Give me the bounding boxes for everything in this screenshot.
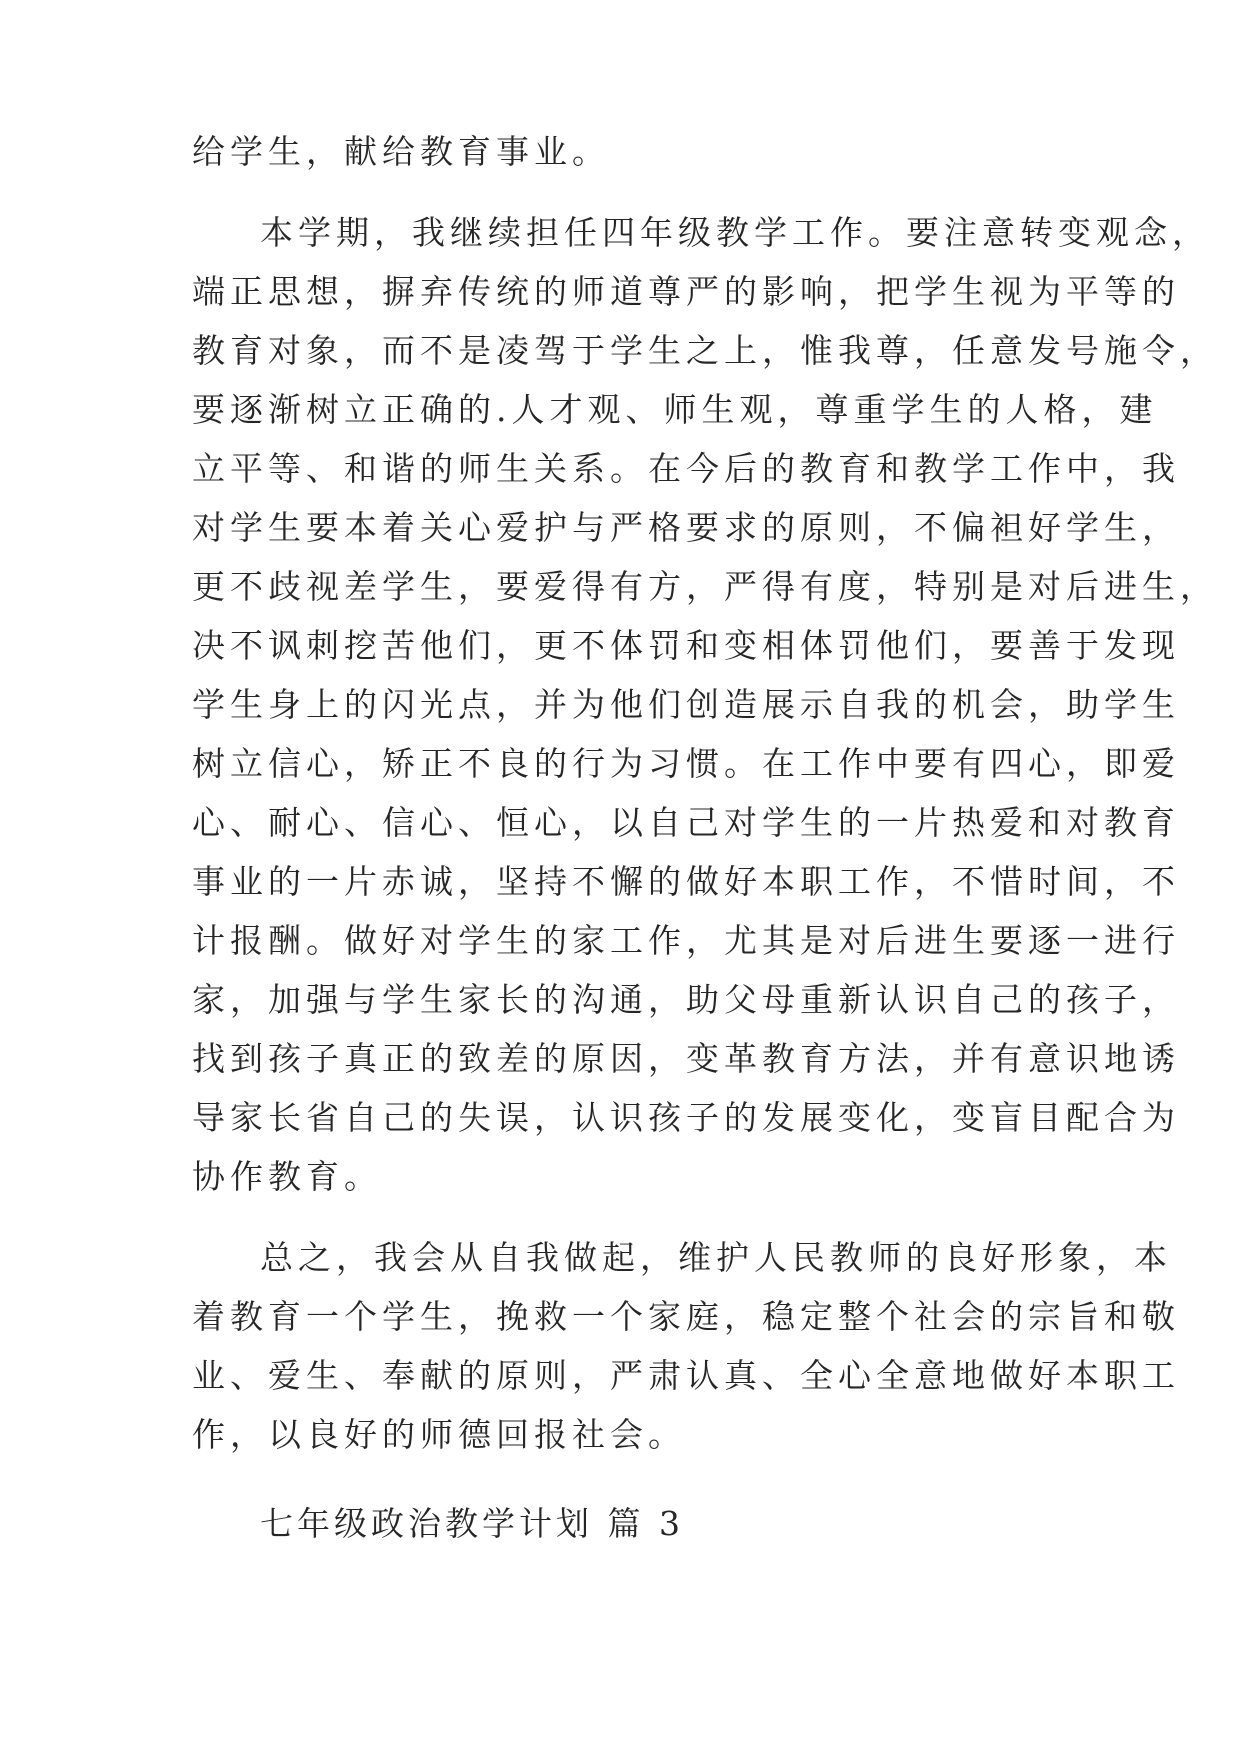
text-line: 总之，我会从自我做起，维护人民教师的良好形象，本 <box>260 1238 1172 1277</box>
text-line: 树立信心，矫正不良的行为习惯。在工作中要有四心，即爱 <box>192 744 1180 783</box>
text-line: 心、耐心、信心、恒心，以自己对学生的一片热爱和对教育 <box>192 803 1180 842</box>
paragraph-gap <box>192 1206 1062 1228</box>
document-body <box>192 122 1218 1464</box>
paragraph-gap <box>192 181 1062 203</box>
text-line: 要逐渐树立正确的.人才观、师生观，尊重学生的人格，建 <box>192 390 1158 429</box>
text-line: 学生身上的闪光点，并为他们创造展示自我的机会，助学生 <box>192 685 1180 724</box>
text-line: 家，加强与学生家长的沟通，助父母重新认识自己的孩子， <box>192 980 1180 1019</box>
text-line: 协作教育。 <box>192 1157 382 1196</box>
text-line: 教育对象，而不是凌驾于学生之上，惟我尊，任意发号施令， <box>192 331 1218 370</box>
text-line: 事业的一片赤诚，坚持不懈的做好本职工作，不惜时间，不 <box>192 862 1180 901</box>
text-line: 更不歧视差学生，要爱得有方，严得有度，特别是对后进生， <box>192 567 1218 606</box>
text-line: 业、爱生、奉献的原则，严肃认真、全心全意地做好本职工 <box>192 1356 1180 1395</box>
paragraph <box>192 122 1062 181</box>
text-line: 作，以良好的师德回报社会。 <box>192 1415 686 1454</box>
text-line: 端正思想，摒弃传统的师道尊严的影响，把学生视为平等的 <box>192 272 1180 311</box>
text-line: 找到孩子真正的致差的原因，变革教育方法，并有意识地诱 <box>192 1039 1180 1078</box>
section-heading: 七年级政治教学计划 篇 3 <box>260 1504 684 1543</box>
text-line: 着教育一个学生，挽救一个家庭，稳定整个社会的宗旨和敬 <box>192 1297 1180 1336</box>
text-line: 计报酬。做好对学生的家工作，尤其是对后进生要逐一进行 <box>192 921 1180 960</box>
text-line: 给学生，献给教育事业。 <box>192 132 610 171</box>
text-line: 对学生要本着关心爱护与严格要求的原则，不偏袒好学生， <box>192 508 1180 547</box>
text-line: 决不讽刺挖苦他们，更不体罚和变相体罚他们，要善于发现 <box>192 626 1180 665</box>
text-line: 立平等、和谐的师生关系。在今后的教育和教学工作中，我 <box>192 449 1180 488</box>
text-line: 导家长省自己的失误，认识孩子的发展变化，变盲目配合为 <box>192 1098 1180 1137</box>
paragraph <box>192 203 1218 1206</box>
text-line: 本学期，我继续担任四年级教学工作。要注意转变观念， <box>260 213 1210 252</box>
paragraph <box>192 1228 1180 1464</box>
